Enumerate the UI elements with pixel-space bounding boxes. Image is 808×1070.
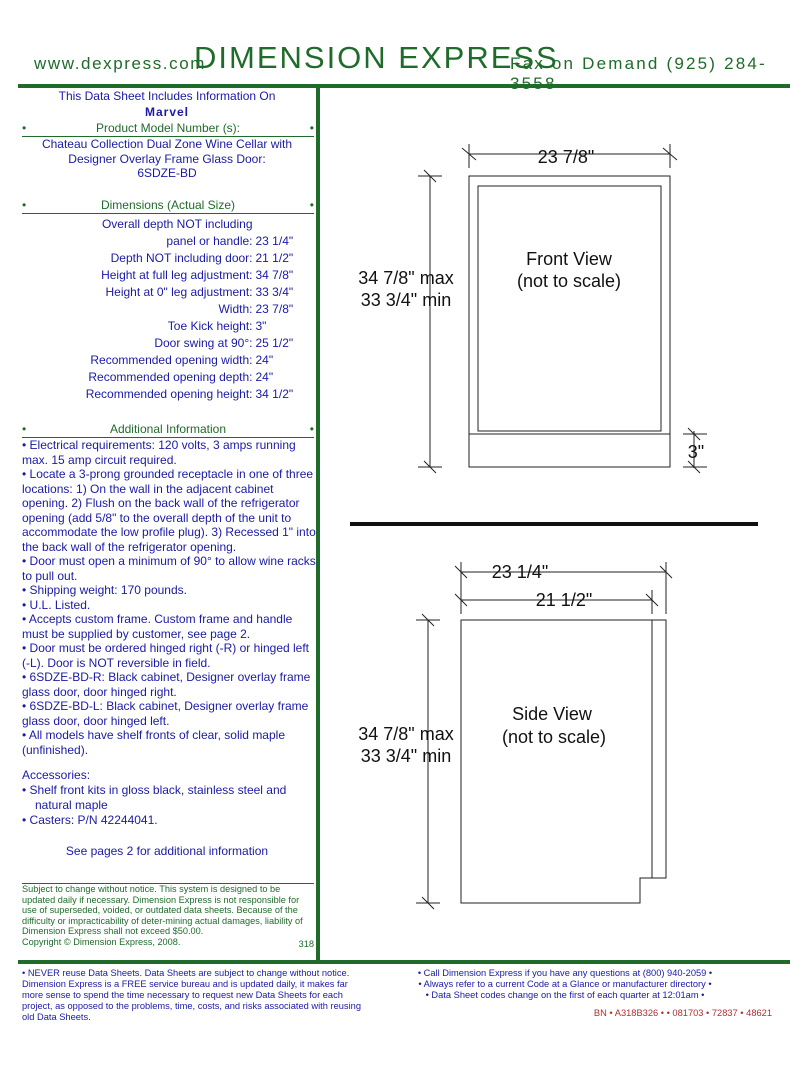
see-pages-note: See pages 2 for additional information <box>65 844 269 858</box>
disclaimer-text: Subject to change without notice. This system is designed to be updated daily if necessary. Dimension Express is not responsible for use of superseded, voided, or outdated data sheets. Because of the difficulty or impracticability of deter-mining actual damages, liability of Dimension Express shall not exceed $50.00. <box>22 884 303 937</box>
fax-number: Fax on Demand (925) 284- <box>510 54 767 73</box>
website-url[interactable]: www.dexpress.com <box>34 54 207 73</box>
additional-section-title: Additional Information <box>109 422 227 436</box>
footer-contact: • Call Dimension Express if you have any questions at (800) 940-2059 • <box>417 968 713 978</box>
dimension-value: 3" <box>255 319 267 333</box>
accessories-title: Accessories: <box>22 768 91 782</box>
dimension-label: Recommended opening depth: <box>88 370 253 384</box>
footer-codes-note: • Data Sheet codes change on the first of each quarter at 12:01am • <box>425 990 705 1000</box>
dimension-label: Height at full leg adjustment: <box>101 268 253 282</box>
product-model: 6SDZE-BD <box>137 166 197 180</box>
dimension-label: Width: <box>218 302 253 316</box>
front-height-min: 33 3/4" min <box>360 290 452 310</box>
intro-line: This Data Sheet Includes Information On <box>58 89 276 103</box>
product-description-line: Designer Overlay Frame Glass Door: <box>68 151 266 166</box>
dimension-value: 25 1/2" <box>255 336 294 350</box>
toe-kick-label: 3" <box>687 442 705 462</box>
dimension-label: Depth NOT including door: <box>110 251 253 265</box>
product-section-title: Product Model Number (s): <box>95 121 241 135</box>
footer-directory: • Always refer to a current Code at a Glance or manufacturer directory • <box>418 979 712 989</box>
side-door-outline <box>652 620 666 878</box>
front-height-max: 34 7/8" max <box>358 268 454 288</box>
footer-right-notes <box>400 968 730 1001</box>
bullet: • <box>309 198 314 212</box>
dimension-value: 23 1/4" <box>255 234 294 248</box>
dimension-value: 34 1/2" <box>255 387 294 401</box>
dimension-heading: Overall depth NOT including <box>101 217 253 231</box>
dimension-value: 21 1/2" <box>255 251 294 265</box>
front-width-label: 23 7/8" <box>537 147 595 167</box>
front-view-title: Front View <box>526 249 612 269</box>
dimension-label: Recommended opening width: <box>90 353 253 367</box>
dimension-value: 33 3/4" <box>255 285 294 299</box>
bullet: • <box>22 422 27 436</box>
info-paragraph: • Shipping weight: 170 pounds. <box>22 583 187 597</box>
side-view-title: Side View <box>512 704 592 724</box>
dimension-label: Door swing at 90°: <box>154 336 253 350</box>
bullet: • <box>22 121 27 135</box>
info-paragraph: • 6SDZE-BD-L: Black cabinet, Designer overlay frame glass door, door hinged left. <box>22 699 309 728</box>
dimensions-section-title: Dimensions (Actual Size) <box>100 198 236 212</box>
accessory-item: natural maple <box>35 798 108 812</box>
side-view-subtitle: (not to scale) <box>501 727 607 747</box>
bullet: • <box>22 198 27 212</box>
side-height-min: 33 3/4" min <box>360 746 452 766</box>
side-depth-label: 21 1/2" <box>535 590 593 610</box>
info-paragraph: • Accepts custom frame. Custom frame and handle must be supplied by customer, see page 2. <box>22 612 293 641</box>
dimension-value: 24" <box>255 353 274 367</box>
front-view-subtitle: (not to scale) <box>516 271 622 291</box>
front-cabinet-outline <box>469 176 670 467</box>
info-paragraph: • Locate a 3-prong grounded receptacle in one of three locations: 1) On the wall in the adjacent cabinet opening. 2) Flush on the back wall of the refrigerator opening (add 5/8" to the overall depth of the unit to accommodate the low profile plug). 3) Recessed 1" into the back wall of the refrigerator opening. <box>22 467 316 554</box>
page-code: 318 <box>298 938 314 949</box>
bullet: • <box>309 121 314 135</box>
dimension-value: 24" <box>255 370 274 384</box>
barcode-codes: BN • A318B326 • • 081703 • 72837 • 48621 <box>593 1008 772 1018</box>
dimension-label: panel or handle: <box>166 234 253 248</box>
info-paragraph: • U.L. Listed. <box>22 597 91 612</box>
copyright: Copyright © Dimension Express, 2008. <box>22 936 181 947</box>
dimension-label: Toe Kick height: <box>167 319 253 333</box>
info-paragraph: • Door must be ordered hinged right (-R) or hinged left (-L). Door is NOT reversible in field. <box>22 641 310 670</box>
manufacturer-name: Marvel <box>144 105 190 119</box>
brand-title: DIMENSION EXPRESS <box>194 40 559 75</box>
footer-left-note: • NEVER reuse Data Sheets. Data Sheets are subject to change without notice. Dimension Express is a FREE service bureau and is updated daily, it makes far more sense to spend the time necessary to request new Data Sheets for each project, as opposed to the problems, time, costs, and risks associated with reusing old Data Sheets. <box>22 968 361 1022</box>
bullet: • <box>309 422 314 436</box>
info-paragraph: • All models have shelf fronts of clear, solid maple (unfinished). <box>22 728 285 757</box>
accessory-item: • Shelf front kits in gloss black, stainless steel and <box>22 783 287 797</box>
info-paragraph: • Door must open a minimum of 90° to allow wine racks to pull out. <box>22 554 316 583</box>
side-height-max: 34 7/8" max <box>358 724 454 744</box>
info-paragraph: • Electrical requirements: 120 volts, 3 amps running max. 15 amp circuit required. <box>22 438 296 467</box>
accessory-item: • Casters: P/N 42244041. <box>22 813 158 827</box>
side-cabinet-outline <box>461 620 652 903</box>
dimension-value: 23 7/8" <box>255 302 294 316</box>
front-door-panel <box>478 186 661 431</box>
dimension-label: Height at 0" leg adjustment: <box>105 285 253 299</box>
view-divider <box>350 522 758 526</box>
dimension-label: Recommended opening height: <box>85 387 253 401</box>
info-paragraph: • 6SDZE-BD-R: Black cabinet, Designer overlay frame glass door, door hinged right. <box>22 670 311 699</box>
dimension-value: 34 7/8" <box>255 268 294 282</box>
product-description-line: Chateau Collection Dual Zone Wine Cellar with <box>41 137 293 151</box>
side-overall-depth-label: 23 1/4" <box>491 562 549 582</box>
